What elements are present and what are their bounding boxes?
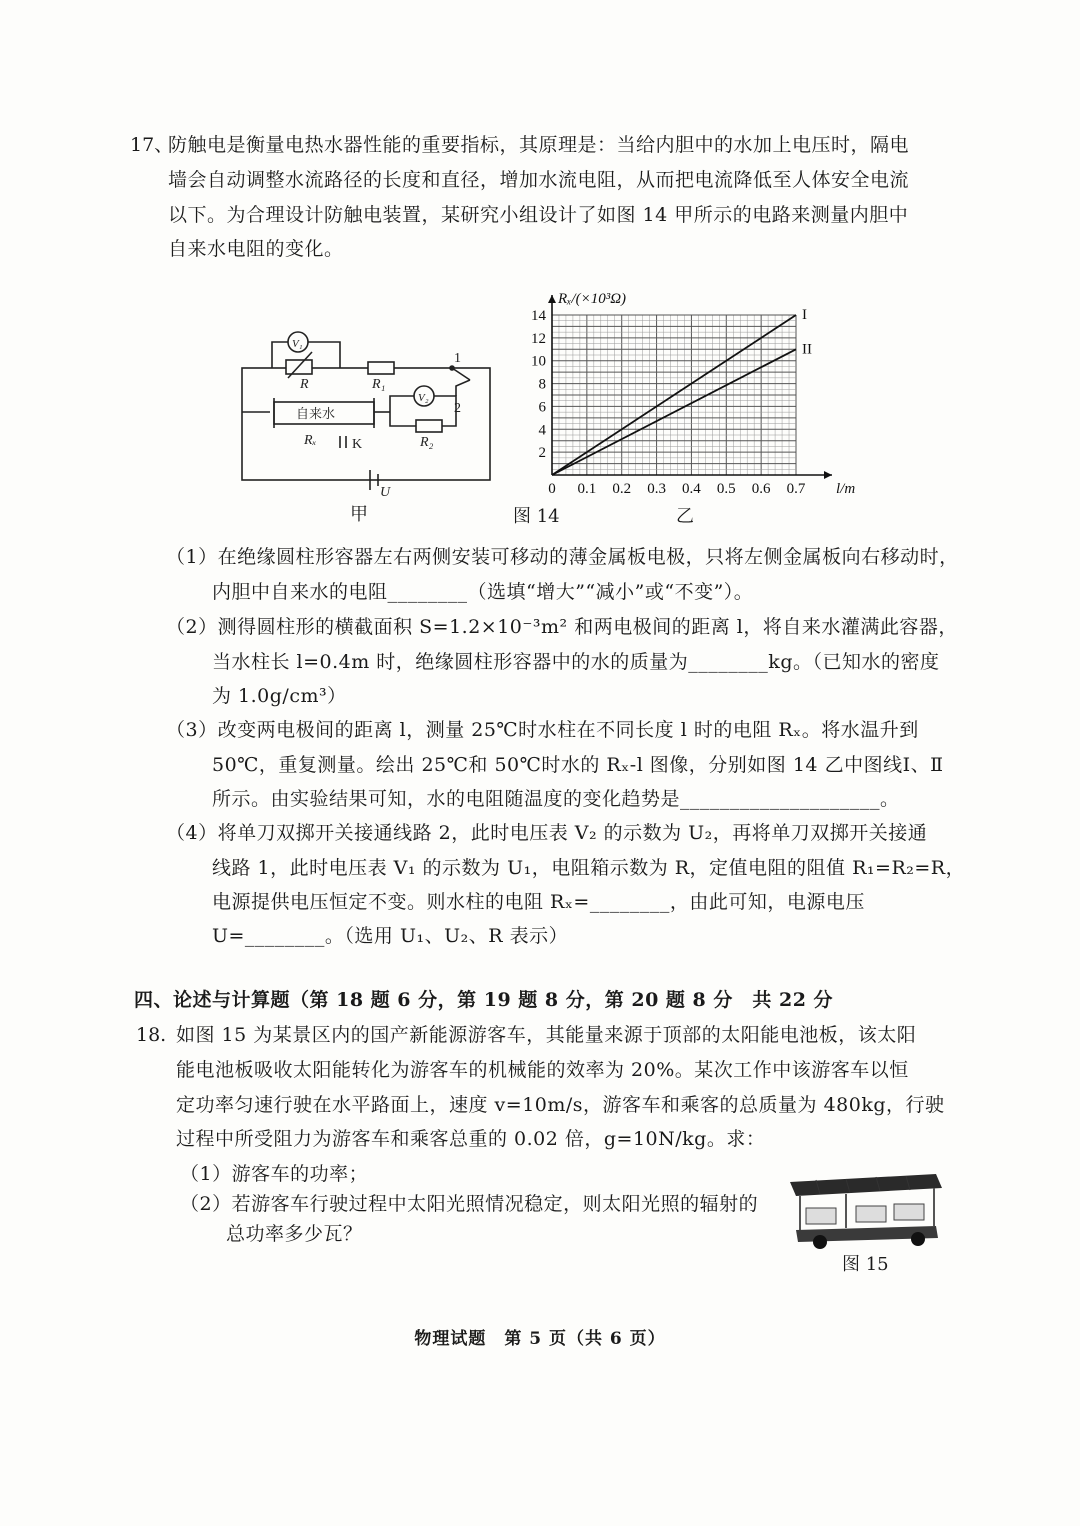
y-tick-label: 4 xyxy=(538,422,546,439)
y-tick-label: 6 xyxy=(538,399,546,416)
q18-intro-line: 能电池板吸收太阳能转化为游客车的机械能的效率为 20%。某次工作中该游客车以恒 xyxy=(176,1059,909,1081)
q17-part1-line: （1）在绝缘圆柱形容器左右两侧安装可移动的薄金属板电极，只将左侧金属板向右移动时， xyxy=(166,546,959,568)
q17-part2-line: 当水柱长 l=0.4m 时，绝缘圆柱形容器中的水的质量为________kg。（已知水的密度 xyxy=(212,651,940,673)
circuit-label: V₂ xyxy=(418,392,429,404)
q17-part4-line: （4）将单刀双掷开关接通线路 2，此时电压表 V₂ 的示数为 U₂，再将单刀双掷开关接通 xyxy=(166,822,928,844)
q17-part3-line: 所示。由实验结果可知，水的电阻随温度的变化趋势是____________________。 xyxy=(212,788,900,810)
circuit-label: R₂ xyxy=(420,435,434,450)
resistance-chart xyxy=(520,285,860,505)
x-tick-label: 0.1 xyxy=(577,481,597,497)
q17-part3-line: （3）改变两电极间的距离 l，测量 25℃时水柱在不同长度 l 时的电阻 Rₓ。将水温升到 xyxy=(166,719,919,741)
y-tick-label: 2 xyxy=(538,445,546,462)
q17-intro-line: 墙会自动调整水流路径的长度和直径，增加水流电阻，从而把电流降低至人体安全电流 xyxy=(168,169,910,191)
q17-number: 17、 xyxy=(130,134,174,156)
q18-number: 18. xyxy=(136,1024,167,1046)
y-axis-label: Rₓ/(×10³Ω) xyxy=(558,291,627,307)
q17-intro-line: 自来水电阻的变化。 xyxy=(168,238,344,260)
x-axis-arrow xyxy=(824,471,832,479)
y-tick-label: 10 xyxy=(531,353,546,370)
y-axis-arrow xyxy=(548,295,556,303)
y-tick-label: 8 xyxy=(538,376,546,393)
circuit-label: Rₓ xyxy=(304,433,317,448)
circuit-label-jia: 甲 xyxy=(350,504,368,525)
fig15-caption: 图 15 xyxy=(842,1254,889,1275)
q17-part4-line: 电源提供电压恒定不变。则水柱的电阻 Rₓ=________，由此可知，电源电压 xyxy=(212,891,865,913)
q17-part1-line: 内胆中自来水的电阻________（选填“增大”“减小”或“不变”）。 xyxy=(212,581,754,603)
q17-part3-line: 50℃，重复测量。绘出 25℃和 50℃时水的 Rₓ-l 图像，分别如图 14 乙中图线Ⅰ、Ⅱ xyxy=(212,754,944,776)
q17-part2-line: （2）测得圆柱形的横截面积 S=1.2×10⁻³m² 和两电极间的距离 l，将自来水灌满此容器， xyxy=(166,616,958,638)
q18-intro-line: 如图 15 为某景区内的国产新能源游客车，其能量来源于顶部的太阳能电池板，该太阳 xyxy=(176,1024,917,1046)
q18-intro-line: 定功率匀速行驶在水平路面上，速度 v=10m/s，游客车和乘客的总质量为 480kg，行驶 xyxy=(176,1094,945,1116)
q17-part2-line: 为 1.0g/cm³） xyxy=(212,685,347,707)
circuit-label: 2 xyxy=(454,401,461,416)
x-tick-label: 0.4 xyxy=(682,481,701,497)
page-footer: 物理试题 第 5 页（共 6 页） xyxy=(414,1329,666,1349)
y-tick-label: 14 xyxy=(531,308,546,324)
circuit-label: K xyxy=(352,437,363,452)
x-tick-label: 0.6 xyxy=(751,481,771,497)
x-tick-label: 0.2 xyxy=(612,481,632,497)
circuit-label: R₁ xyxy=(372,377,386,392)
circuit-label: 自来水 xyxy=(296,406,336,421)
y-tick-label: 12 xyxy=(531,330,546,347)
section4-heading: 四、论述与计算题（第 18 题 6 分，第 19 题 8 分，第 20 题 8 分 共 22 分 xyxy=(134,989,834,1011)
q17-intro-line: 以下。为合理设计防触电装置，某研究小组设计了如图 14 甲所示的电路来测量内胆中 xyxy=(168,204,909,226)
q17-part4-line: U=________。（选用 U₁、U₂、R 表示） xyxy=(212,925,569,947)
tourist-cart-image xyxy=(786,1168,946,1250)
circuit-diagram xyxy=(230,320,500,520)
series-label: II xyxy=(802,341,812,358)
circuit-label: V₁ xyxy=(292,338,303,350)
q18-intro-line: 过程中所受阻力为游客车和乘客总重的 0.02 倍，g=10N/kg。求： xyxy=(176,1128,766,1150)
q18-part: （1）游客车的功率； xyxy=(180,1163,369,1185)
circuit-label: U xyxy=(380,485,391,500)
circuit-label: R xyxy=(300,377,309,392)
fig14-caption: 图 14 xyxy=(513,506,560,527)
q18-part: 总功率多少瓦？ xyxy=(226,1223,363,1245)
q17-intro-line: 防触电是衡量电热水器性能的重要指标，其原理是：当给内胆中的水加上电压时，隔电 xyxy=(168,134,910,156)
q18-part: （2）若游客车行驶过程中太阳光照情况稳定，则太阳光照的辐射的 xyxy=(180,1193,759,1215)
q17-part4-line: 线路 1，此时电压表 V₁ 的示数为 U₁，电阻箱示数为 R，定值电阻的阻值 R₁=R₂=R， xyxy=(212,857,966,879)
chart-label-yi: 乙 xyxy=(676,506,694,527)
x-tick-label: 0.7 xyxy=(786,481,806,497)
series-label: I xyxy=(802,307,807,323)
x-tick-label: 0.5 xyxy=(716,481,736,497)
x-tick-label: 0 xyxy=(548,481,556,497)
x-tick-label: 0.3 xyxy=(647,481,666,497)
x-axis-label: l/m xyxy=(836,481,856,497)
circuit-label: 1 xyxy=(454,351,461,366)
